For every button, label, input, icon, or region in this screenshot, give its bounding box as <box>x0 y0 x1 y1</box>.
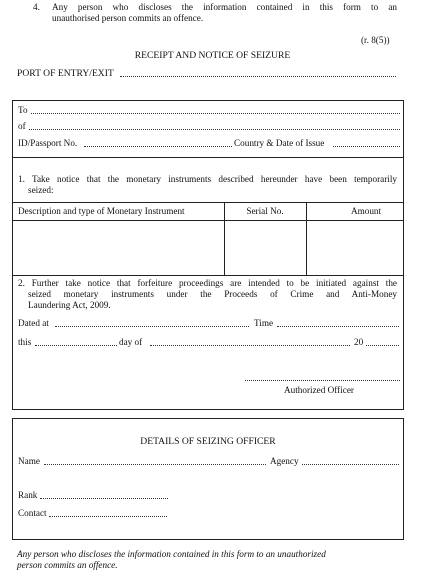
note-number: 4. <box>33 2 40 12</box>
port-field[interactable] <box>120 76 396 77</box>
officer-agency-field[interactable] <box>302 464 399 465</box>
dated-at-label: Dated at <box>18 318 49 328</box>
officer-rank-label: Rank <box>18 490 38 500</box>
officer-agency-label: Agency <box>270 456 299 466</box>
day-of-label: day of <box>119 337 143 347</box>
day-field[interactable] <box>35 345 117 346</box>
year-prefix-label: 20 <box>354 337 364 347</box>
officer-contact-label: Contact <box>18 508 47 518</box>
id-passport-label: ID/Passport No. <box>18 138 78 148</box>
officer-name-field[interactable] <box>44 464 266 465</box>
signature-field[interactable] <box>245 380 400 381</box>
notice-1-line-2: seized: <box>28 185 54 195</box>
time-field[interactable] <box>277 326 399 327</box>
table-header-serial: Serial No. <box>246 206 284 216</box>
dated-at-field[interactable] <box>55 326 249 327</box>
year-field[interactable] <box>366 345 399 346</box>
divider <box>12 157 404 158</box>
footer-warning-line-2: person commits an offence. <box>17 560 118 570</box>
authorized-officer-label: Authorized Officer <box>284 385 354 395</box>
table-top-rule <box>12 202 404 203</box>
table-bottom-rule <box>12 275 404 276</box>
officer-name-label: Name <box>18 456 40 466</box>
month-field[interactable] <box>150 345 350 346</box>
port-label: PORT OF ENTRY/EXIT <box>17 68 114 79</box>
regulation-reference: (r. 8(5)) <box>361 35 390 45</box>
this-label: this <box>18 337 32 347</box>
notice-2-line-1: 2. Further take notice that forfeiture proceedings are intended to be initiated against the <box>18 278 397 288</box>
note-line-2: unauthorised person commits an offence. <box>52 13 204 23</box>
officer-contact-field[interactable] <box>49 516 167 517</box>
to-field[interactable] <box>31 113 400 114</box>
country-date-field[interactable] <box>333 146 400 147</box>
officer-heading: DETAILS OF SEIZING OFFICER <box>140 436 276 447</box>
notice-2-line-3: Laundering Act, 2009. <box>28 300 111 310</box>
form-title: RECEIPT AND NOTICE OF SEIZURE <box>134 50 291 61</box>
amount-cell[interactable] <box>307 221 403 274</box>
note-line-1: Any person who discloses the information contained in this form to an <box>52 2 397 12</box>
description-cell[interactable] <box>13 221 223 274</box>
table-header-amount: Amount <box>350 206 382 216</box>
country-date-label: Country & Date of Issue <box>234 138 325 148</box>
footer-warning-line-1: Any person who discloses the information contained in this form to an unauthorized <box>17 549 326 559</box>
id-passport-field[interactable] <box>84 146 232 147</box>
to-label: To <box>18 105 28 115</box>
table-header-description: Description and type of Monetary Instrument <box>18 206 185 216</box>
of-field[interactable] <box>29 129 400 130</box>
notice-1-line-1: 1. Take notice that the monetary instruments described hereunder have been temporarily <box>18 174 397 184</box>
time-label: Time <box>254 318 274 328</box>
officer-rank-field[interactable] <box>40 498 168 499</box>
of-label: of <box>18 121 26 131</box>
notice-2-line-2: seized monetary instruments under the Proceeds of Crime and Anti-Money <box>28 289 397 299</box>
serial-cell[interactable] <box>225 221 305 274</box>
